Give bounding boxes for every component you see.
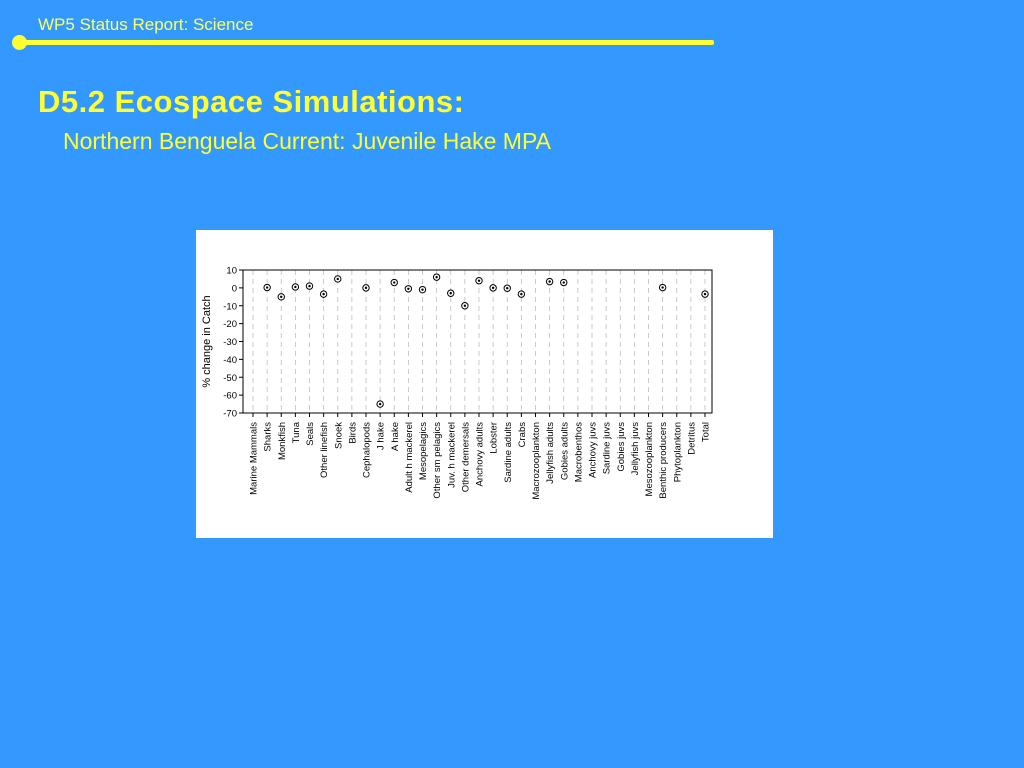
data-point-dot <box>365 287 367 289</box>
y-tick-label: -30 <box>223 337 237 348</box>
x-tick-label: Sardine juvs <box>601 422 613 475</box>
x-tick-label: Sharks <box>262 422 274 452</box>
x-tick-label: Total <box>700 422 712 443</box>
points-layer <box>264 274 708 407</box>
data-point-dot <box>492 287 494 289</box>
data-point-dot <box>421 288 423 290</box>
grid-layer <box>253 270 705 413</box>
x-tick-label: Tuna <box>290 422 302 444</box>
x-tick-label: Gobies juvs <box>615 422 627 472</box>
x-tick-label: Mesopelagics <box>418 422 429 481</box>
x-tick-label: Other linefish <box>319 422 331 478</box>
y-tick-label: 0 <box>231 283 237 295</box>
x-tick-label: Macrozooplankton <box>531 422 542 500</box>
data-point-dot <box>450 292 452 294</box>
data-point-dot <box>280 296 282 298</box>
data-point-dot <box>337 278 339 280</box>
data-point-dot <box>520 293 522 295</box>
data-point-dot <box>506 287 508 289</box>
x-tick-label: Marine Mammals <box>248 422 260 495</box>
x-tick-label: A hake <box>389 422 401 452</box>
data-point-dot <box>294 286 296 288</box>
plot-frame <box>243 270 712 413</box>
y-axis-label: % change in Catch <box>201 295 213 388</box>
data-point-dot <box>478 280 480 282</box>
x-tick-label: Anchovy juvs <box>587 422 599 478</box>
x-tick-label: Juv. h mackerel <box>446 422 458 488</box>
header-bullet-dot <box>12 35 27 50</box>
data-point-dot <box>563 281 565 283</box>
data-point-dot <box>704 293 706 295</box>
x-tick-label: Cephalopods <box>361 422 373 478</box>
x-tick-label: Other demersals <box>460 422 472 493</box>
x-tick-label: Snoek <box>333 422 345 449</box>
x-tick-label: Monkfish <box>276 422 288 461</box>
y-tick-label: 10 <box>226 265 237 277</box>
x-tick-label: Crabs <box>516 422 528 448</box>
x-tick-label: Jellyfish juvs <box>629 422 641 476</box>
data-point-dot <box>379 403 381 405</box>
slide-subtitle: Northern Benguela Current: Juvenile Hake MPA <box>63 128 551 154</box>
x-tick-label: Gobies adults <box>559 422 571 481</box>
y-tick-label: -40 <box>223 354 237 366</box>
x-tick-label: Jellyfish adults <box>545 422 557 484</box>
x-tick-label: J hake <box>375 422 387 450</box>
data-point-dot <box>548 280 550 282</box>
x-tick-label: Seals <box>305 422 316 446</box>
catch-change-chart <box>196 230 773 538</box>
y-tick-label: -50 <box>223 372 237 384</box>
y-tick-label: -20 <box>223 319 237 331</box>
y-tick-label: -10 <box>223 301 237 313</box>
y-tick-label: -70 <box>223 408 237 420</box>
x-tick-label: Birds <box>347 422 359 444</box>
slide-title: D5.2 Ecospace Simulations: <box>38 84 465 119</box>
header-divider-line <box>20 40 714 45</box>
data-point-dot <box>266 286 268 288</box>
data-point-dot <box>308 285 310 287</box>
data-point-dot <box>464 305 466 307</box>
x-tick-label: Benthic producers <box>658 422 670 499</box>
header-title: WP5 Status Report: Science <box>38 15 254 34</box>
x-tick-label: Adult h mackerel <box>403 422 415 493</box>
x-tick-label: Phytoplankton <box>672 422 684 483</box>
data-point-dot <box>407 288 409 290</box>
x-tick-label: Lobster <box>488 422 500 454</box>
x-tick-label: Macrobenthos <box>573 422 585 483</box>
data-point-dot <box>661 286 663 288</box>
x-tick-label: Other sm pelagics <box>432 422 444 499</box>
data-point-dot <box>435 276 437 278</box>
axis-layer <box>201 266 712 500</box>
chart-container <box>196 230 773 538</box>
x-tick-label: Anchovy adults <box>474 422 486 487</box>
x-tick-label: Mesozooplankton <box>644 422 655 497</box>
data-point-dot <box>322 293 324 295</box>
y-tick-label: -60 <box>223 390 237 402</box>
x-tick-label: Sardine adults <box>502 422 514 483</box>
x-tick-label: Detritus <box>686 422 698 455</box>
data-point-dot <box>393 281 395 283</box>
